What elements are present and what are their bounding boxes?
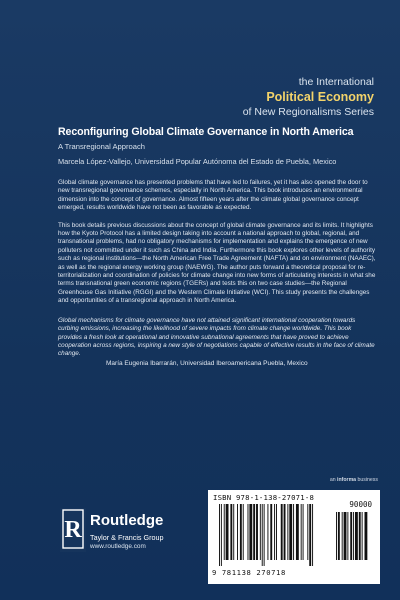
endorsement-quote: Global mechanisms for climate governance have not attained significant international cooperation towards curbing emissions, increasing the likelihood of severe impacts from climate change worldwide. This book provides a fresh look at operational and innovative subnational agreements that have proved to achieve cooperation across regions, inspiring a new style of negotiations capable of effective results in the face of climate change. — [58, 316, 375, 358]
cover-text — [58, 125, 376, 368]
addon-barcode-bars — [336, 512, 372, 566]
endorsement-attribution: María Eugenia Ibarrarán, Universidad Iberoamericana Puebla, Mexico — [106, 359, 308, 367]
description-paragraph-2: This book details previous discussions about the concept of global climate governance and its limits. It highlights how the Kyoto Protocol has a limited design taking into account a national approach to global, regional, and transnational problems, had no obligatory mechanisms for implementation and explains the emergence of new polluters not committed under it such as China and India. Furthermore this book explores other levels of authority such as regional institutions—the North American Free Trade Agreement (NAFTA) and on environment (NAAEC), as well as the regional energy working group (NAEWG). The author puts forward a theoretical proposal for re-territorialization and coordination of policies for climate change into new forms of articulating interests in what she terms transnational green economic regions (TGERs) and tests this on two case studies—the Regional Greenhouse Gas Initiative (RGGI) and the Western Climate Initiative (WCI). This study presents the challenges and opportunities of a transregional approach in North America. — [58, 221, 376, 305]
book-subtitle: A Transregional Approach — [58, 142, 145, 151]
publisher-name: Routledge — [90, 512, 164, 529]
series-line-2: Political Economy — [266, 90, 374, 104]
series-line-1: the International — [298, 76, 374, 88]
series-line-3: of New Regionalisms Series — [242, 106, 374, 118]
informa-suffix: business — [356, 477, 378, 483]
ean-barcode-bars — [219, 504, 331, 566]
series-title — [243, 75, 374, 119]
isbn-text: ISBN 978-1-138-27071-8 — [213, 493, 315, 502]
routledge-logo-icon — [60, 508, 86, 552]
price-code: 90000 — [349, 500, 372, 509]
description-paragraph-1: Global climate governance has presented problems that have led to failures, yet it has also opened the door to new transregional governance schemes, especially in North America. This book introduces an environmental dimension into the concept of governance. Almost fifteen years after the climate global governance concept emerged, results worldwide have not been as favorable as expected. — [58, 179, 368, 212]
isbn-barcode — [208, 490, 380, 584]
ean-digits: 9 781138 270718 — [212, 568, 286, 577]
book-title: Reconfiguring Global Climate Governance in North America — [58, 126, 354, 138]
publisher-group: Taylor & Francis Group — [90, 533, 164, 542]
svg-text:R: R — [64, 517, 82, 543]
informa-brand: informa — [337, 477, 357, 483]
book-author: Marcela López-Vallejo, Universidad Popular Autónoma del Estado de Puebla, Mexico — [58, 157, 337, 166]
informa-prefix: an — [329, 477, 338, 483]
publisher-url: www.routledge.com — [90, 543, 146, 550]
informa-business-label — [330, 477, 378, 483]
